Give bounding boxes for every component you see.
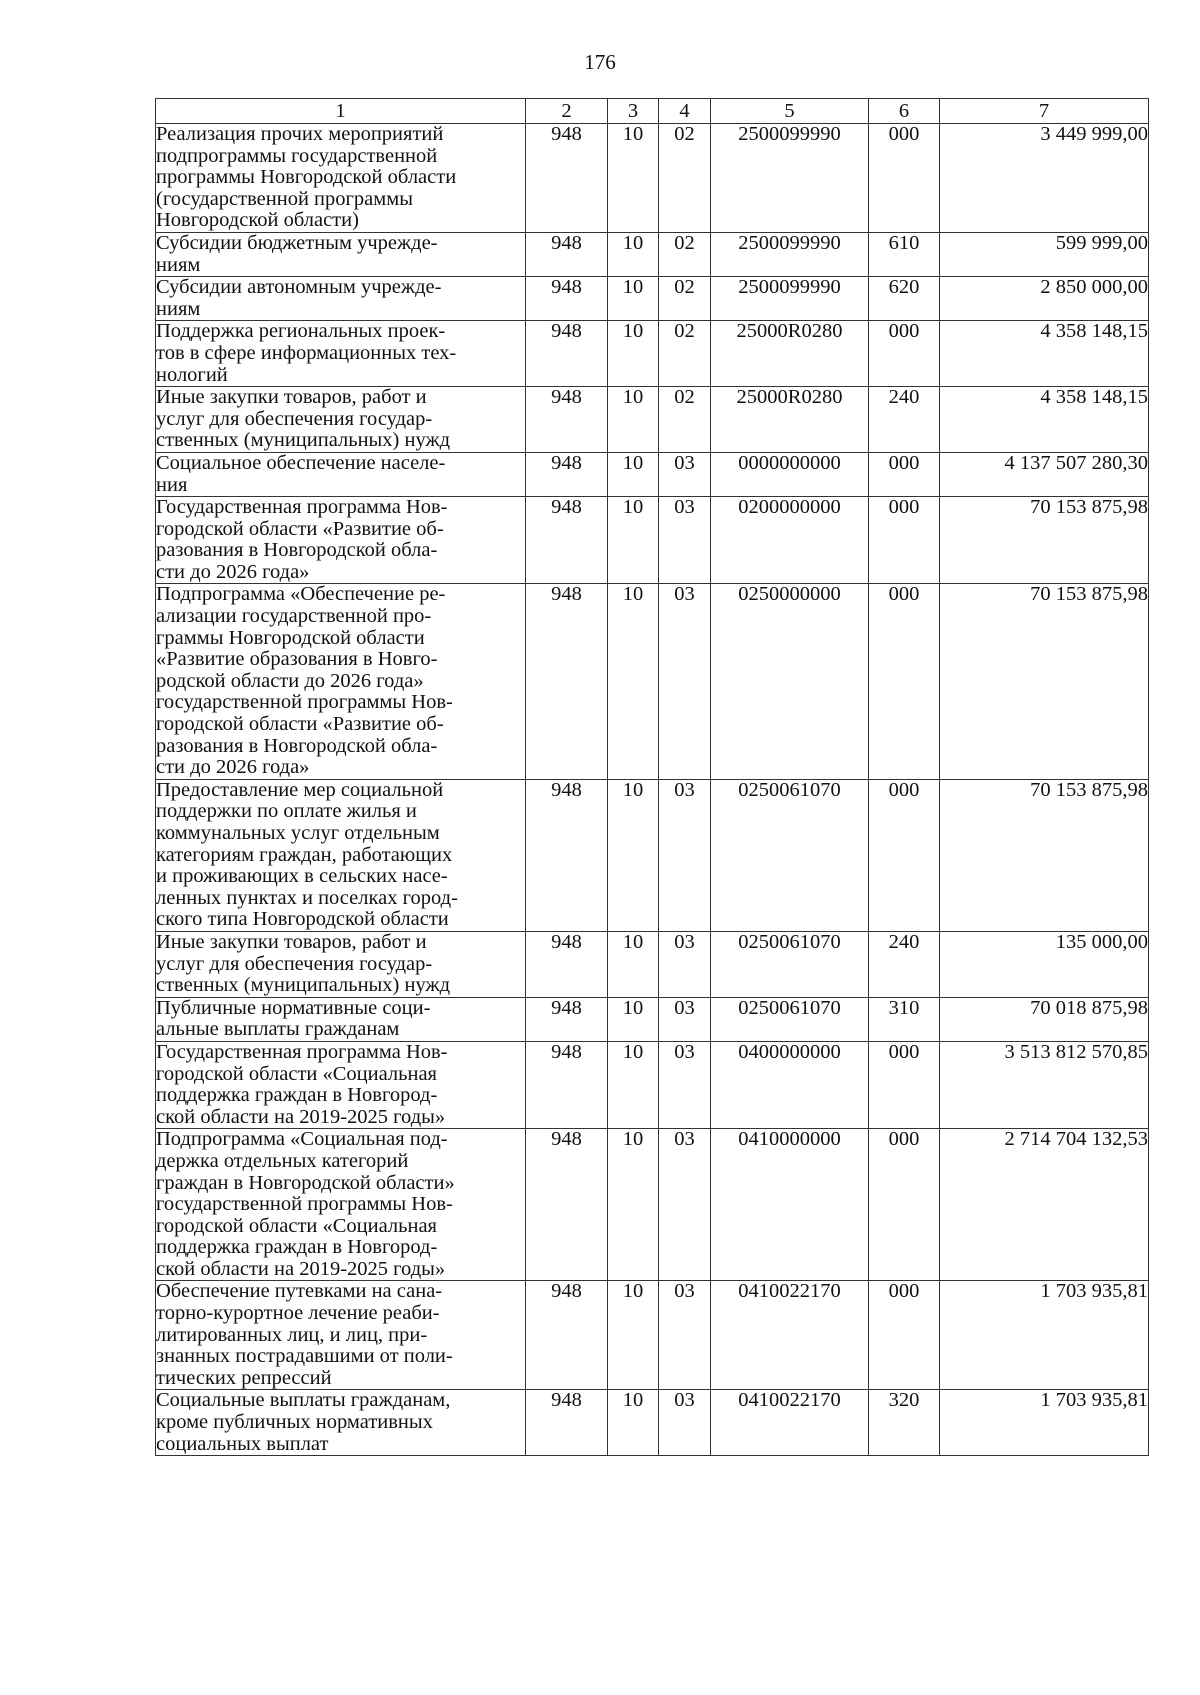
cell-section-code: 10: [608, 1390, 659, 1456]
cell-target-article-code: 2500099990: [711, 124, 869, 233]
cell-section-code: 10: [608, 997, 659, 1041]
table-header: [156, 99, 1149, 124]
item-name-line: сти до 2026 года»: [156, 560, 310, 583]
table-row: [156, 779, 1149, 931]
cell-subsection-code: 03: [659, 584, 711, 779]
cell-subsection-code: 03: [659, 452, 711, 496]
item-name-line: литированных лиц, и лиц, при-: [156, 1323, 428, 1346]
cell-section-code: 10: [608, 1041, 659, 1128]
header-col-7: 7: [940, 99, 1149, 124]
item-name-line: (государственной программы: [156, 187, 414, 210]
cell-amount: 4 358 148,15: [940, 321, 1149, 387]
cell-grbs-code: 948: [526, 997, 608, 1041]
cell-subsection-code: 03: [659, 497, 711, 584]
budget-table: [155, 98, 1149, 1456]
item-name-line: и проживающих в сельских насе-: [156, 865, 448, 888]
cell-section-code: 10: [608, 232, 659, 276]
cell-item-name: [156, 124, 526, 233]
cell-amount: 1 703 935,81: [940, 1281, 1149, 1390]
item-name-line: ниям: [156, 253, 201, 276]
cell-target-article-code: 0410000000: [711, 1129, 869, 1281]
cell-section-code: 10: [608, 452, 659, 496]
cell-section-code: 10: [608, 387, 659, 453]
cell-item-name: [156, 997, 526, 1041]
cell-expense-type-code: 000: [869, 497, 940, 584]
cell-item-name: [156, 931, 526, 997]
item-name-line: поддержки по оплате жилья и: [156, 800, 417, 823]
cell-grbs-code: 948: [526, 124, 608, 233]
cell-amount: 70 153 875,98: [940, 497, 1149, 584]
item-name-line: Иные закупки товаров, работ и: [156, 930, 427, 953]
item-name-line: Новгородской области): [156, 209, 359, 232]
cell-grbs-code: 948: [526, 387, 608, 453]
item-name-line: ния: [156, 473, 188, 496]
cell-item-name: [156, 584, 526, 779]
table-row: [156, 452, 1149, 496]
item-name-line: Обеспечение путевками на сана-: [156, 1280, 443, 1303]
cell-amount: 3 449 999,00: [940, 124, 1149, 233]
item-name-line: услуг для обеспечения государ-: [156, 407, 433, 430]
cell-item-name: [156, 1129, 526, 1281]
cell-subsection-code: 02: [659, 232, 711, 276]
item-name-line: программы Новгородской области: [156, 166, 457, 189]
cell-target-article-code: 2500099990: [711, 232, 869, 276]
cell-grbs-code: 948: [526, 931, 608, 997]
item-name-line: «Развитие образования в Новго-: [156, 648, 438, 671]
cell-subsection-code: 03: [659, 997, 711, 1041]
cell-item-name: [156, 277, 526, 321]
table-row: [156, 931, 1149, 997]
cell-expense-type-code: 000: [869, 321, 940, 387]
cell-grbs-code: 948: [526, 1390, 608, 1456]
cell-target-article-code: 0200000000: [711, 497, 869, 584]
cell-amount: 599 999,00: [940, 232, 1149, 276]
item-name-line: категориям граждан, работающих: [156, 843, 453, 866]
cell-expense-type-code: 610: [869, 232, 940, 276]
cell-grbs-code: 948: [526, 452, 608, 496]
table-row: [156, 497, 1149, 584]
item-name-line: подпрограммы государственной: [156, 144, 438, 167]
item-name-line: тических репрессий: [156, 1366, 332, 1389]
cell-subsection-code: 02: [659, 277, 711, 321]
item-name-line: Государственная программа Нов-: [156, 1040, 448, 1063]
cell-amount: 2 714 704 132,53: [940, 1129, 1149, 1281]
item-name-line: знанных пострадавшими от поли-: [156, 1345, 453, 1368]
table-body: [156, 124, 1149, 1456]
cell-amount: 70 153 875,98: [940, 584, 1149, 779]
cell-expense-type-code: 240: [869, 931, 940, 997]
header-col-3: 3: [608, 99, 659, 124]
header-col-1: 1: [156, 99, 526, 124]
item-name-line: услуг для обеспечения государ-: [156, 952, 433, 975]
item-name-line: Социальные выплаты гражданам,: [156, 1389, 451, 1412]
item-name-line: граммы Новгородской области: [156, 626, 425, 649]
cell-amount: 3 513 812 570,85: [940, 1041, 1149, 1128]
cell-amount: 135 000,00: [940, 931, 1149, 997]
table-row: [156, 321, 1149, 387]
cell-expense-type-code: 000: [869, 1281, 940, 1390]
table-row: [156, 277, 1149, 321]
cell-item-name: [156, 452, 526, 496]
cell-item-name: [156, 1041, 526, 1128]
item-name-line: кроме публичных нормативных: [156, 1411, 433, 1434]
cell-item-name: [156, 232, 526, 276]
cell-item-name: [156, 1390, 526, 1456]
item-name-line: ского типа Новгородской области: [156, 908, 449, 931]
cell-target-article-code: 0410022170: [711, 1281, 869, 1390]
cell-grbs-code: 948: [526, 1041, 608, 1128]
cell-item-name: [156, 387, 526, 453]
table-row: [156, 1390, 1149, 1456]
cell-section-code: 10: [608, 497, 659, 584]
item-name-line: нологий: [156, 363, 228, 386]
cell-grbs-code: 948: [526, 779, 608, 931]
cell-target-article-code: 25000R0280: [711, 387, 869, 453]
page-number: 176: [584, 50, 616, 74]
item-name-line: Иные закупки товаров, работ и: [156, 386, 427, 409]
cell-section-code: 10: [608, 584, 659, 779]
cell-expense-type-code: 000: [869, 124, 940, 233]
item-name-line: держка отдельных категорий: [156, 1149, 409, 1172]
cell-expense-type-code: 620: [869, 277, 940, 321]
item-name-line: Субсидии автономным учрежде-: [156, 276, 442, 299]
table-row: [156, 232, 1149, 276]
cell-item-name: [156, 1281, 526, 1390]
cell-subsection-code: 03: [659, 1281, 711, 1390]
cell-section-code: 10: [608, 124, 659, 233]
item-name-line: альные выплаты гражданам: [156, 1018, 400, 1041]
cell-expense-type-code: 000: [869, 1129, 940, 1281]
item-name-line: Предоставление мер социальной: [156, 778, 444, 801]
cell-target-article-code: 0250061070: [711, 931, 869, 997]
item-name-line: городской области «Развитие об-: [156, 713, 444, 736]
cell-target-article-code: 25000R0280: [711, 321, 869, 387]
item-name-line: государственной программы Нов-: [156, 691, 453, 714]
item-name-line: граждан в Новгородской области»: [156, 1171, 455, 1194]
cell-section-code: 10: [608, 931, 659, 997]
cell-amount: 2 850 000,00: [940, 277, 1149, 321]
cell-item-name: [156, 497, 526, 584]
item-name-line: Подпрограмма «Социальная под-: [156, 1128, 448, 1151]
cell-item-name: [156, 779, 526, 931]
table-row: [156, 584, 1149, 779]
item-name-line: Публичные нормативные соци-: [156, 996, 431, 1019]
header-row: [156, 99, 1149, 124]
cell-grbs-code: 948: [526, 321, 608, 387]
cell-target-article-code: 0250061070: [711, 779, 869, 931]
item-name-line: городской области «Социальная: [156, 1062, 437, 1085]
table-row: [156, 1281, 1149, 1390]
cell-section-code: 10: [608, 779, 659, 931]
cell-subsection-code: 02: [659, 124, 711, 233]
table-row: [156, 387, 1149, 453]
cell-target-article-code: 0250061070: [711, 997, 869, 1041]
cell-subsection-code: 03: [659, 931, 711, 997]
cell-subsection-code: 03: [659, 1390, 711, 1456]
table-row: [156, 1129, 1149, 1281]
header-col-6: 6: [869, 99, 940, 124]
cell-target-article-code: 0410022170: [711, 1390, 869, 1456]
item-name-line: социальных выплат: [156, 1432, 329, 1455]
cell-expense-type-code: 000: [869, 1041, 940, 1128]
item-name-line: родской области до 2026 года»: [156, 669, 424, 692]
item-name-line: поддержка граждан в Новгород-: [156, 1084, 438, 1107]
cell-subsection-code: 03: [659, 1129, 711, 1281]
item-name-line: ализации государственной про-: [156, 605, 432, 628]
item-name-line: сти до 2026 года»: [156, 756, 310, 779]
item-name-line: Государственная программа Нов-: [156, 496, 448, 519]
item-name-line: ственных (муниципальных) нужд: [156, 429, 451, 452]
item-name-line: государственной программы Нов-: [156, 1193, 453, 1216]
table-row: [156, 124, 1149, 233]
item-name-line: тов в сфере информационных тех-: [156, 341, 457, 364]
cell-expense-type-code: 000: [869, 584, 940, 779]
item-name-line: Поддержка региональных проек-: [156, 320, 446, 343]
cell-section-code: 10: [608, 1129, 659, 1281]
cell-subsection-code: 02: [659, 387, 711, 453]
cell-amount: 4 137 507 280,30: [940, 452, 1149, 496]
item-name-line: ственных (муниципальных) нужд: [156, 974, 451, 997]
cell-section-code: 10: [608, 277, 659, 321]
item-name-line: поддержка граждан в Новгород-: [156, 1236, 438, 1259]
cell-grbs-code: 948: [526, 584, 608, 779]
item-name-line: Реализация прочих мероприятий: [156, 123, 444, 145]
cell-grbs-code: 948: [526, 1129, 608, 1281]
cell-grbs-code: 948: [526, 232, 608, 276]
cell-subsection-code: 03: [659, 779, 711, 931]
item-name-line: коммунальных услуг отдельным: [156, 822, 440, 844]
item-name-line: Социальное обеспечение населе-: [156, 451, 446, 474]
cell-target-article-code: 0400000000: [711, 1041, 869, 1128]
cell-expense-type-code: 000: [869, 452, 940, 496]
item-name-line: Подпрограмма «Обеспечение ре-: [156, 583, 446, 606]
cell-item-name: [156, 321, 526, 387]
item-name-line: ленных пунктах и поселках город-: [156, 886, 458, 909]
item-name-line: разования в Новгородской обла-: [156, 539, 438, 562]
cell-expense-type-code: 310: [869, 997, 940, 1041]
cell-target-article-code: 0250000000: [711, 584, 869, 779]
item-name-line: ской области на 2019-2025 годы»: [156, 1257, 446, 1280]
item-name-line: торно-курортное лечение реаби-: [156, 1302, 440, 1325]
cell-amount: 4 358 148,15: [940, 387, 1149, 453]
item-name-line: ской области на 2019-2025 годы»: [156, 1105, 446, 1128]
cell-amount: 1 703 935,81: [940, 1390, 1149, 1456]
cell-grbs-code: 948: [526, 277, 608, 321]
cell-section-code: 10: [608, 1281, 659, 1390]
cell-section-code: 10: [608, 321, 659, 387]
cell-grbs-code: 948: [526, 1281, 608, 1390]
header-col-5: 5: [711, 99, 869, 124]
cell-expense-type-code: 000: [869, 779, 940, 931]
cell-amount: 70 153 875,98: [940, 779, 1149, 931]
item-name-line: разования в Новгородской обла-: [156, 734, 438, 757]
cell-subsection-code: 03: [659, 1041, 711, 1128]
table-row: [156, 997, 1149, 1041]
item-name-line: городской области «Социальная: [156, 1214, 437, 1237]
item-name-line: Субсидии бюджетным учрежде-: [156, 231, 438, 254]
cell-expense-type-code: 320: [869, 1390, 940, 1456]
cell-subsection-code: 02: [659, 321, 711, 387]
cell-amount: 70 018 875,98: [940, 997, 1149, 1041]
header-col-2: 2: [526, 99, 608, 124]
table-row: [156, 1041, 1149, 1128]
header-col-4: 4: [659, 99, 711, 124]
cell-target-article-code: 2500099990: [711, 277, 869, 321]
cell-target-article-code: 0000000000: [711, 452, 869, 496]
cell-grbs-code: 948: [526, 497, 608, 584]
item-name-line: ниям: [156, 297, 201, 320]
item-name-line: городской области «Развитие об-: [156, 517, 444, 540]
cell-expense-type-code: 240: [869, 387, 940, 453]
